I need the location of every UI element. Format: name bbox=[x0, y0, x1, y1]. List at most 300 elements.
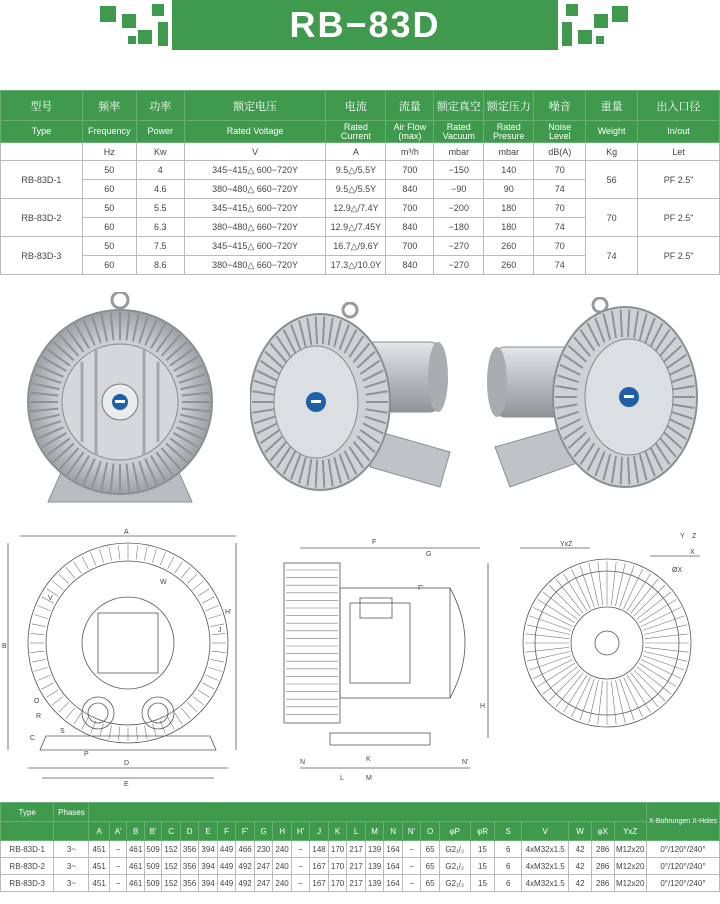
dim-value-cell: 451 bbox=[89, 858, 110, 875]
airflow-cell: 700 bbox=[386, 161, 434, 180]
dim-value-cell: 509 bbox=[144, 858, 161, 875]
fin-line bbox=[621, 457, 622, 484]
dim-value-cell: 394 bbox=[199, 858, 218, 875]
spec-table bbox=[0, 90, 720, 275]
dim-value-cell: 217 bbox=[347, 858, 366, 875]
dim-value-cell: − bbox=[291, 875, 310, 892]
power-cell: 5.5 bbox=[136, 199, 184, 218]
dim-col-header: E bbox=[199, 822, 218, 841]
unit-cell: Let bbox=[638, 143, 720, 161]
fin-line bbox=[530, 616, 572, 631]
spec-header-cell: 型号 bbox=[1, 91, 83, 121]
dim-col-header: O bbox=[421, 822, 440, 841]
power-cell: 8.6 bbox=[136, 256, 184, 275]
fin-line bbox=[323, 460, 324, 488]
fin-line bbox=[628, 310, 629, 337]
dim-value-cell: − bbox=[109, 858, 126, 875]
dim-value-cell: M12x20 bbox=[614, 875, 646, 892]
dim-value-cell: 247 bbox=[254, 858, 273, 875]
fin-line bbox=[611, 681, 616, 725]
fin-line bbox=[206, 606, 219, 611]
spec-header-cell: Rated Presure bbox=[484, 121, 534, 143]
fin-line bbox=[627, 675, 650, 712]
dim-row bbox=[1, 858, 720, 875]
model-type-cell: RB-83D-3 bbox=[1, 237, 83, 275]
dim-value-cell: 356 bbox=[180, 858, 199, 875]
side-view-drawing bbox=[284, 548, 488, 768]
vacuum-cell: −270 bbox=[434, 237, 484, 256]
dim-value-cell: 42 bbox=[569, 875, 592, 892]
fin-line bbox=[589, 680, 599, 723]
title-banner bbox=[0, 0, 720, 52]
dim-label: E bbox=[124, 781, 129, 788]
pressure-cell: 260 bbox=[484, 237, 534, 256]
dim-label: Y bbox=[680, 533, 685, 540]
fin-line bbox=[624, 677, 643, 717]
fin-line bbox=[316, 317, 317, 345]
dim-value-cell: − bbox=[291, 858, 310, 875]
fin-line bbox=[621, 310, 622, 337]
fin-line bbox=[620, 679, 635, 721]
fin-line bbox=[580, 679, 595, 721]
product-photos bbox=[0, 292, 720, 507]
current-cell: 12.9△/7.4Y bbox=[326, 199, 386, 218]
airflow-cell: 700 bbox=[386, 199, 434, 218]
fin-line bbox=[198, 690, 210, 698]
dim-value-cell: 139 bbox=[365, 875, 384, 892]
fin-line bbox=[538, 663, 575, 686]
dim-col-header: V bbox=[522, 822, 569, 841]
dim-col-header: D bbox=[180, 822, 199, 841]
blower-angle-right-photo bbox=[485, 297, 700, 502]
noise-cell: 74 bbox=[534, 218, 586, 237]
power-cell: 4 bbox=[136, 161, 184, 180]
unit-cell: Kw bbox=[136, 143, 184, 161]
power-cell: 7.5 bbox=[136, 237, 184, 256]
spec-header-cell: 额定电压 bbox=[184, 91, 326, 121]
dim-value-cell: 492 bbox=[236, 858, 255, 875]
decor-square bbox=[566, 4, 578, 16]
dimension-body bbox=[1, 841, 720, 892]
dim-value-cell: 286 bbox=[591, 858, 614, 875]
dim-label: M bbox=[366, 775, 372, 782]
fin-line bbox=[160, 553, 165, 566]
fin-line bbox=[34, 615, 47, 619]
frequency-cell: 50 bbox=[82, 199, 136, 218]
fin-line bbox=[34, 667, 47, 671]
spec-header-cell: 重量 bbox=[586, 91, 638, 121]
voltage-cell: 345−415△ 600−720Y bbox=[184, 237, 326, 256]
fin-line bbox=[563, 574, 586, 611]
dim-value-cell: 164 bbox=[384, 858, 403, 875]
fin-line bbox=[644, 625, 687, 635]
dim-label: K bbox=[366, 756, 371, 763]
technical-drawings bbox=[0, 528, 720, 790]
spec-header-cell: Noise Level bbox=[534, 121, 586, 143]
spec-header-cell: Frequency bbox=[82, 121, 136, 143]
fin-line bbox=[38, 606, 51, 611]
spec-header-cell: 额定真空 bbox=[434, 91, 484, 121]
dim-col-header: A' bbox=[109, 822, 126, 841]
fin-line bbox=[175, 562, 183, 574]
spec-header-cell: Rated Vacuum bbox=[434, 121, 484, 143]
dim-value-cell: 170 bbox=[328, 841, 347, 858]
fin-line bbox=[109, 725, 112, 739]
unit-cell: Hz bbox=[82, 143, 136, 161]
dim-label: Z bbox=[692, 533, 697, 540]
decor-square bbox=[596, 36, 604, 44]
fin-line bbox=[193, 581, 204, 590]
dim-value-cell: 139 bbox=[365, 858, 384, 875]
noise-cell: 74 bbox=[534, 256, 586, 275]
dim-value-cell: 461 bbox=[127, 875, 144, 892]
dim-value-cell: 42 bbox=[569, 858, 592, 875]
dim-header-type: Type bbox=[1, 803, 54, 822]
dim-value-cell: 509 bbox=[144, 841, 161, 858]
dim-label: G bbox=[426, 551, 432, 558]
vacuum-cell: −150 bbox=[434, 161, 484, 180]
dim-col-header: W bbox=[569, 822, 592, 841]
dim-col-header: M bbox=[365, 822, 384, 841]
dim-value-cell: 65 bbox=[421, 875, 440, 892]
decor-square bbox=[138, 30, 152, 44]
unit-cell: V bbox=[184, 143, 326, 161]
fin-line bbox=[47, 690, 59, 698]
inout-cell: PF 2.5" bbox=[638, 161, 720, 199]
dim-value-cell: G2₁/₂ bbox=[439, 841, 470, 858]
dim-label: N bbox=[300, 759, 306, 766]
frequency-cell: 60 bbox=[82, 218, 136, 237]
dim-value-cell: 394 bbox=[199, 841, 218, 858]
decor-square bbox=[578, 30, 592, 44]
fin-line bbox=[210, 659, 224, 662]
fin-line bbox=[31, 633, 45, 634]
dim-label: O bbox=[34, 698, 40, 705]
dim-value-cell: 230 bbox=[254, 841, 273, 858]
dim-value-cell: 164 bbox=[384, 841, 403, 858]
decor-square bbox=[594, 14, 608, 28]
front-view-drawing bbox=[8, 536, 236, 778]
dim-value-cell: 356 bbox=[180, 875, 199, 892]
fin-line bbox=[208, 667, 221, 671]
power-cell: 4.6 bbox=[136, 180, 184, 199]
dim-label: R bbox=[36, 713, 42, 720]
dim-value-cell: 449 bbox=[217, 841, 236, 858]
airflow-cell: 840 bbox=[386, 180, 434, 199]
vacuum-cell: −200 bbox=[434, 199, 484, 218]
decor-square bbox=[612, 6, 628, 22]
dim-row bbox=[1, 841, 720, 858]
dim-label: X bbox=[690, 549, 695, 556]
dim-value-cell: − bbox=[402, 841, 421, 858]
power-cell: 6.3 bbox=[136, 218, 184, 237]
airflow-cell: 700 bbox=[386, 237, 434, 256]
dim-value-cell: 167 bbox=[310, 875, 329, 892]
fin-line bbox=[627, 574, 650, 611]
current-cell: 17.3△/10.0Y bbox=[326, 256, 386, 275]
dim-value-cell: 356 bbox=[180, 841, 199, 858]
dim-value-cell: − bbox=[402, 858, 421, 875]
fin-line bbox=[538, 599, 575, 622]
dim-col-header: C bbox=[162, 822, 181, 841]
weight-cell: 56 bbox=[586, 161, 638, 199]
current-cell: 16.7△/9.6Y bbox=[326, 237, 386, 256]
unit-cell: mbar bbox=[434, 143, 484, 161]
decor-square bbox=[562, 22, 572, 46]
dim-value-cell: 170 bbox=[328, 858, 347, 875]
dim-label: L bbox=[340, 775, 344, 782]
dim-label: P bbox=[84, 751, 89, 758]
dim-row bbox=[1, 875, 720, 892]
drawings-svg bbox=[0, 528, 720, 790]
dim-col-header: J bbox=[310, 822, 329, 841]
decor-square bbox=[100, 6, 116, 22]
dim-xholes-cell: 0°/120°/240° bbox=[646, 841, 719, 858]
pressure-cell: 180 bbox=[484, 218, 534, 237]
dim-value-cell: 152 bbox=[162, 841, 181, 858]
fin-line bbox=[66, 567, 75, 578]
fin-line bbox=[38, 675, 51, 680]
dim-value-cell: 449 bbox=[217, 875, 236, 892]
dim-label: C bbox=[30, 735, 36, 742]
inout-cell: PF 2.5" bbox=[638, 199, 720, 237]
dim-col-header: H bbox=[273, 822, 292, 841]
fin-line bbox=[181, 567, 190, 578]
spec-body bbox=[1, 161, 720, 275]
current-cell: 9.5△/5.5Y bbox=[326, 161, 386, 180]
fin-line bbox=[624, 569, 643, 609]
frequency-cell: 50 bbox=[82, 237, 136, 256]
dim-value-cell: G2₁/₂ bbox=[439, 875, 470, 892]
frequency-cell: 50 bbox=[82, 161, 136, 180]
dim-value-cell: 286 bbox=[591, 875, 614, 892]
dim-col-header: N' bbox=[402, 822, 421, 841]
spec-row bbox=[1, 161, 720, 180]
dim-type-cell: RB-83D-3 bbox=[1, 875, 54, 892]
decor-square bbox=[122, 14, 136, 28]
dimension-table bbox=[0, 802, 720, 892]
dim-label: F' bbox=[418, 585, 424, 592]
dim-header-blank bbox=[54, 822, 89, 841]
pressure-cell: 180 bbox=[484, 199, 534, 218]
fin-line bbox=[641, 660, 681, 679]
fin-line bbox=[109, 547, 112, 561]
dim-value-cell: 247 bbox=[254, 875, 273, 892]
dim-value-cell: 492 bbox=[236, 875, 255, 892]
spec-header-cn bbox=[1, 91, 720, 121]
dim-col-header: N bbox=[384, 822, 403, 841]
fin-line bbox=[316, 460, 317, 488]
dim-col-header: S bbox=[495, 822, 522, 841]
page-title: RB−83D bbox=[172, 0, 558, 50]
dim-value-cell: 449 bbox=[217, 858, 236, 875]
fin-line bbox=[66, 708, 75, 719]
dim-col-header: B' bbox=[144, 822, 161, 841]
fin-line bbox=[74, 713, 82, 725]
spec-header-cell: 电流 bbox=[326, 91, 386, 121]
fin-line bbox=[643, 656, 685, 671]
decor-square bbox=[128, 36, 136, 44]
fin-line bbox=[645, 647, 689, 652]
fin-line bbox=[193, 696, 204, 705]
dim-value-cell: 15 bbox=[470, 875, 495, 892]
fin-line bbox=[598, 681, 603, 725]
fin-line bbox=[32, 659, 46, 662]
dim-value-cell: 4xM32x1.5 bbox=[522, 841, 569, 858]
spec-header-cell: 噪音 bbox=[534, 91, 586, 121]
dim-value-cell: − bbox=[109, 841, 126, 858]
unit-cell: mbar bbox=[484, 143, 534, 161]
dim-col-header: φX bbox=[591, 822, 614, 841]
fin-line bbox=[59, 574, 69, 584]
dim-label: W bbox=[160, 579, 167, 586]
vacuum-cell: −180 bbox=[434, 218, 484, 237]
unit-cell: A bbox=[326, 143, 386, 161]
dim-value-cell: 65 bbox=[421, 841, 440, 858]
voltage-cell: 380−480△ 660−720Y bbox=[184, 180, 326, 199]
dim-value-cell: 461 bbox=[127, 858, 144, 875]
fin-line bbox=[589, 563, 599, 606]
voltage-cell: 345−415△ 600−720Y bbox=[184, 199, 326, 218]
dim-value-cell: 152 bbox=[162, 858, 181, 875]
dim-col-header: G bbox=[254, 822, 273, 841]
dim-value-cell: 240 bbox=[273, 858, 292, 875]
vacuum-cell: −90 bbox=[434, 180, 484, 199]
spec-header-cell: 功率 bbox=[136, 91, 184, 121]
dim-col-header: H' bbox=[291, 822, 310, 841]
dim-value-cell: 240 bbox=[273, 875, 292, 892]
fin-line bbox=[611, 562, 616, 606]
fin-line bbox=[136, 546, 137, 560]
fin-line bbox=[526, 634, 570, 639]
current-cell: 12.9△/7.45Y bbox=[326, 218, 386, 237]
fin-line bbox=[144, 547, 147, 561]
dim-col-header: F bbox=[217, 822, 236, 841]
spec-header-cell: In/out bbox=[638, 121, 720, 143]
pressure-cell: 90 bbox=[484, 180, 534, 199]
spec-header-cell: Weight bbox=[586, 121, 638, 143]
dim-value-cell: 466 bbox=[236, 841, 255, 858]
fin-line bbox=[181, 708, 190, 719]
spec-header-cell: Power bbox=[136, 121, 184, 143]
dim-value-cell: 286 bbox=[591, 841, 614, 858]
voltage-cell: 345−415△ 600−720Y bbox=[184, 161, 326, 180]
dim-label: D bbox=[124, 760, 130, 767]
fin-line bbox=[323, 317, 324, 345]
fin-line bbox=[527, 625, 570, 635]
dim-value-cell: 394 bbox=[199, 875, 218, 892]
airflow-cell: 840 bbox=[386, 256, 434, 275]
fin-line bbox=[641, 607, 681, 626]
dim-label: N' bbox=[462, 759, 469, 766]
dim-col-header: B bbox=[127, 822, 144, 841]
dim-header-xholes: X-Bohrungen X-Holes bbox=[646, 803, 719, 841]
unit-cell: Kg bbox=[586, 143, 638, 161]
spec-header-cell: Rated Current bbox=[326, 121, 386, 143]
dim-xholes-cell: 0°/120°/240° bbox=[646, 875, 719, 892]
dim-value-cell: 509 bbox=[144, 875, 161, 892]
voltage-cell: 380−480△ 660−720Y bbox=[184, 256, 326, 275]
dim-label: S bbox=[60, 728, 65, 735]
decor-square bbox=[158, 22, 168, 46]
dim-header-blank bbox=[89, 803, 646, 822]
fin-line bbox=[598, 562, 603, 606]
fin-line bbox=[616, 563, 626, 606]
dim-value-cell: − bbox=[291, 841, 310, 858]
fin-line bbox=[59, 702, 69, 712]
fin-line bbox=[527, 652, 570, 662]
unit-cell: dB(A) bbox=[534, 143, 586, 161]
fin-line bbox=[616, 680, 626, 723]
fin-line bbox=[144, 725, 147, 739]
dim-label: ØX bbox=[672, 567, 683, 574]
dim-col-header: L bbox=[347, 822, 366, 841]
fin-line bbox=[52, 581, 63, 590]
dim-value-cell: 451 bbox=[89, 875, 110, 892]
fin-line bbox=[571, 677, 590, 717]
dim-header-row-1 bbox=[1, 803, 720, 822]
dim-value-cell: 15 bbox=[470, 858, 495, 875]
dim-col-header: A bbox=[89, 822, 110, 841]
spec-header-cell: Rated Voltage bbox=[184, 121, 326, 143]
model-type-cell: RB-83D-2 bbox=[1, 199, 83, 237]
dim-value-cell: 42 bbox=[569, 841, 592, 858]
dim-value-cell: 15 bbox=[470, 841, 495, 858]
noise-cell: 70 bbox=[534, 237, 586, 256]
dim-label: A bbox=[124, 529, 129, 536]
dim-value-cell: 170 bbox=[328, 875, 347, 892]
fin-line bbox=[118, 727, 119, 741]
dim-value-cell: 65 bbox=[421, 858, 440, 875]
fin-line bbox=[208, 615, 221, 619]
fin-line bbox=[31, 651, 45, 652]
fin-line bbox=[645, 634, 689, 639]
dim-header-phases: Phases bbox=[54, 803, 89, 822]
noise-cell: 70 bbox=[534, 161, 586, 180]
fin-line bbox=[530, 656, 572, 671]
fin-line bbox=[91, 553, 96, 566]
dim-value-cell: M12x20 bbox=[614, 841, 646, 858]
fin-line bbox=[639, 663, 676, 686]
fin-line bbox=[175, 713, 183, 725]
dim-value-cell: 148 bbox=[310, 841, 329, 858]
decor-square bbox=[152, 4, 164, 16]
pressure-cell: 140 bbox=[484, 161, 534, 180]
dim-value-cell: 461 bbox=[127, 841, 144, 858]
dim-col-header: K bbox=[328, 822, 347, 841]
dim-phases-cell: 3~ bbox=[54, 841, 89, 858]
spec-header-en bbox=[1, 121, 720, 143]
dim-value-cell: 6 bbox=[495, 858, 522, 875]
pressure-cell: 260 bbox=[484, 256, 534, 275]
fin-line bbox=[74, 562, 82, 574]
dim-value-cell: 240 bbox=[273, 841, 292, 858]
dim-value-cell: 4xM32x1.5 bbox=[522, 858, 569, 875]
dim-header-blank bbox=[1, 822, 54, 841]
dim-value-cell: 4xM32x1.5 bbox=[522, 875, 569, 892]
fin-line bbox=[639, 599, 676, 622]
frequency-cell: 60 bbox=[82, 180, 136, 199]
fin-line bbox=[620, 566, 635, 608]
fin-line bbox=[202, 683, 214, 690]
spec-header-cell: 出入口径 bbox=[638, 91, 720, 121]
spec-header-cell: Type bbox=[1, 121, 83, 143]
spec-header-cell: Air Flow (max) bbox=[386, 121, 434, 143]
unit-cell bbox=[1, 143, 83, 161]
spec-row bbox=[1, 199, 720, 218]
fin-line bbox=[136, 727, 137, 741]
inout-cell: PF 2.5" bbox=[638, 237, 720, 275]
